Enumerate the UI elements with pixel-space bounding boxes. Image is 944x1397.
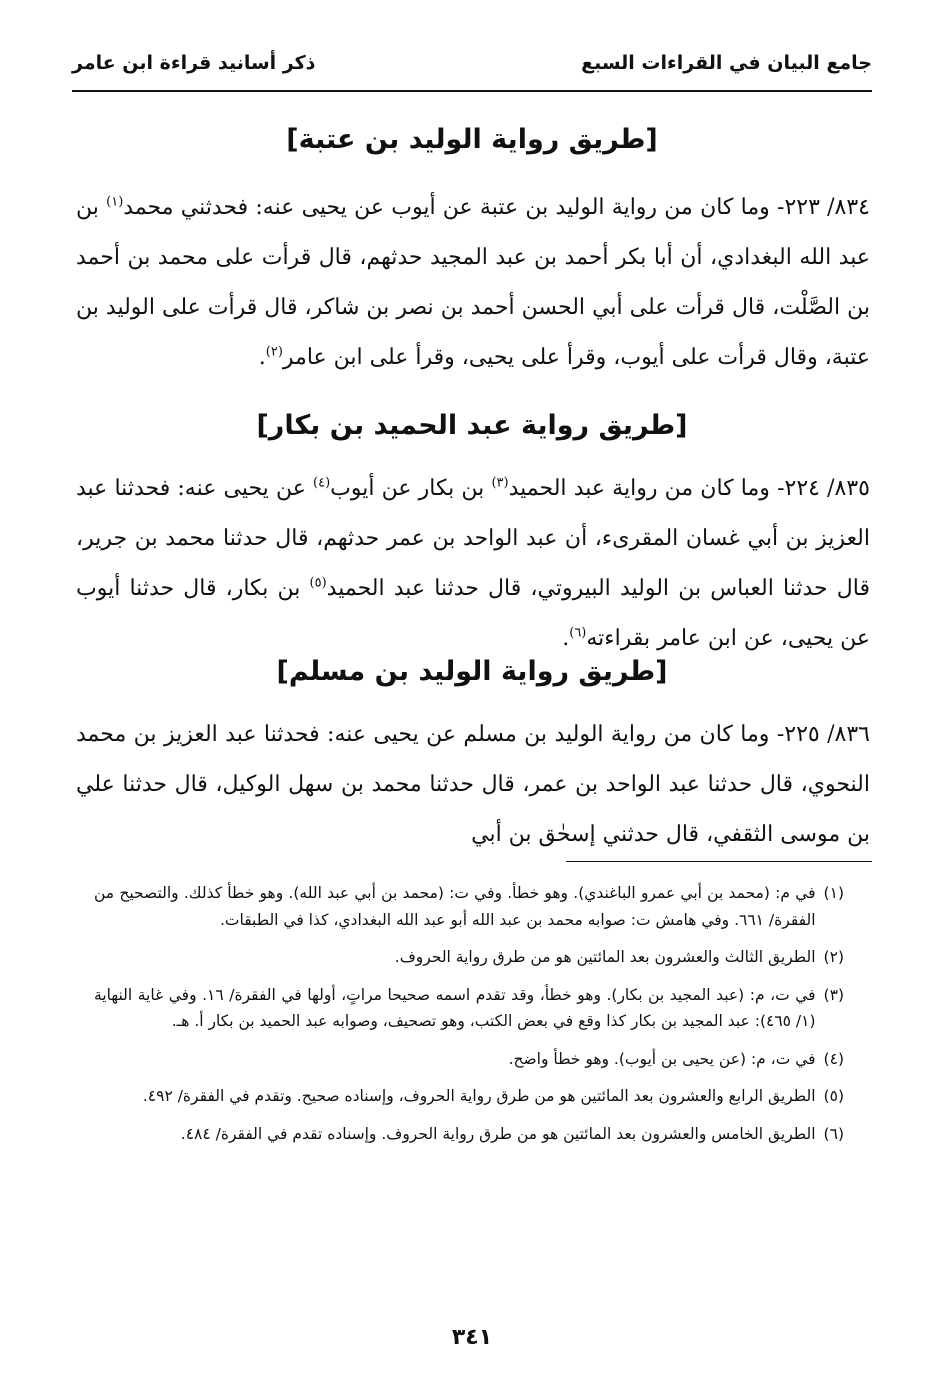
footnote-ref-2[interactable]: (٢) bbox=[265, 344, 283, 360]
footnote-6 bbox=[94, 1121, 844, 1148]
section-title-walid-utba: [طريق رواية الوليد بن عتبة] bbox=[286, 124, 658, 155]
footnote-text: الطريق الرابع والعشرون بعد المائتين هو من طرق رواية الحروف، وإسناده صحيح. وتقدم في الفقرة/ ٤٩٢. bbox=[142, 1087, 816, 1105]
page-number: ٣٤١ bbox=[451, 1325, 493, 1350]
paragraph-text: بن بكار عن أيوب bbox=[330, 476, 492, 501]
footnote-text: الطريق الخامس والعشرون بعد المائتين هو من طرق رواية الحروف. وإسناده تقدم في الفقرة/ ٤٨٤. bbox=[180, 1124, 816, 1143]
footnote-ref-3[interactable]: (٣) bbox=[491, 475, 509, 491]
paragraph-836: ٨٣٦/ ٢٢٥- وما كان من رواية الوليد بن مسلم عن يحيى عنه: فحدثنا عبد العزيز بن محمد النحوي، قال حدثنا عبد الواحد بن عمر، قال حدثنا محمد بن سهل الوكيل، قال حدثنا علي بن موسى الثقفي، قال حدثني إسحٰق بن أبي bbox=[76, 722, 870, 847]
paragraph-text: بن عبد الله البغدادي، أن أبا بكر أحمد بن عبد المجيد حدثهم، قال قرأت على محمد بن أحمد بن الصَّلْت، قال قرأت على أبي الحسن أحمد بن نصر بن شاكر، قال قرأت على الوليد بن عتبة، وقال قرأت على أيوب، وقرأ على يحيى، وقرأ على ابن عامر bbox=[76, 195, 870, 370]
footnote-number: (٦) bbox=[823, 1124, 844, 1143]
footnote-2 bbox=[94, 944, 844, 971]
footnote-4 bbox=[94, 1046, 844, 1073]
paragraph-end: . bbox=[562, 626, 570, 651]
paragraph-835 bbox=[76, 464, 870, 664]
footnote-3 bbox=[94, 982, 844, 1035]
book-title: جامع البيان في القراءات السبع bbox=[581, 52, 872, 74]
paragraph-text: بن بكار، قال حدثنا أيوب عن يحيى، عن ابن عامر بقراءته bbox=[76, 576, 870, 651]
footnote-ref-4[interactable]: (٤) bbox=[313, 475, 331, 491]
footnote-number: (٥) bbox=[823, 1087, 844, 1105]
footnote-number: (٣) bbox=[823, 985, 844, 1004]
footnotes bbox=[94, 880, 844, 1158]
footnote-divider bbox=[566, 861, 872, 862]
chapter-title: ذكر أسانيد قراءة ابن عامر bbox=[72, 52, 316, 74]
paragraph-834 bbox=[76, 183, 870, 383]
paragraph-text: ٨٣٤/ ٢٢٣- وما كان من رواية الوليد بن عتبة عن أيوب عن يحيى عنه: فحدثني محمد bbox=[123, 195, 870, 220]
footnote-text: في ت، م: (عن يحيى بن أيوب). وهو خطأ واضح. bbox=[508, 1049, 816, 1068]
footnote-number: (٤) bbox=[823, 1049, 844, 1068]
paragraph-text: ٨٣٥/ ٢٢٤- وما كان من رواية عبد الحميد bbox=[508, 476, 870, 501]
paragraph-text: عن يحيى عنه: فحدثنا عبد العزيز بن أبي غسان المقرىء، أن عبد الواحد بن عمر حدثهم، قال حدثنا محمد بن جرير، قال حدثنا العباس بن الوليد البيروتي، قال حدثنا عبد الحميد bbox=[76, 476, 870, 601]
footnote-text: في م: (محمد بن أبي عمرو الباغندي). وهو خطأ. وفي ت: (محمد بن أبي عبد الله). وهو خطأ كذلك. والتصحيح من الفقرة/ ٦٦١. وفي هامش ت: صوابه محمد بن عبد الله أبو عبد الله البغدادي، كذا في الطبقات. bbox=[94, 884, 816, 929]
running-head bbox=[72, 52, 872, 74]
footnote-ref-5[interactable]: (٥) bbox=[309, 575, 327, 591]
footnote-number: (٢) bbox=[823, 948, 844, 966]
header-divider bbox=[72, 90, 872, 92]
footnote-ref-1[interactable]: (١) bbox=[106, 194, 124, 210]
section-title-abd-alhamid: [طريق رواية عبد الحميد بن بكار] bbox=[256, 410, 688, 441]
footnote-number: (١) bbox=[823, 884, 844, 902]
paragraph-end: . bbox=[258, 345, 266, 370]
footnote-text: الطريق الثالث والعشرون بعد المائتين هو من طرق رواية الحروف. bbox=[394, 948, 816, 966]
footnote-ref-6[interactable]: (٦) bbox=[569, 625, 587, 641]
footnote-1 bbox=[94, 880, 844, 933]
footnote-5 bbox=[94, 1083, 844, 1110]
section-title-walid-muslim: [طريق رواية الوليد بن مسلم] bbox=[276, 656, 668, 687]
footnote-text: في ت، م: (عبد المجيد بن بكار). وهو خطأ، وقد تقدم اسمه صحيحا مراتٍ، أولها في الفقرة/ ١٦. وفي غاية النهاية (١/ ٤٦٥): عبد المجيد بن بكار كذا وقع في بعض الكتب، وهو تصحيف، وصوابه عبد الحميد بن بكار أ. هـ. bbox=[94, 985, 816, 1030]
